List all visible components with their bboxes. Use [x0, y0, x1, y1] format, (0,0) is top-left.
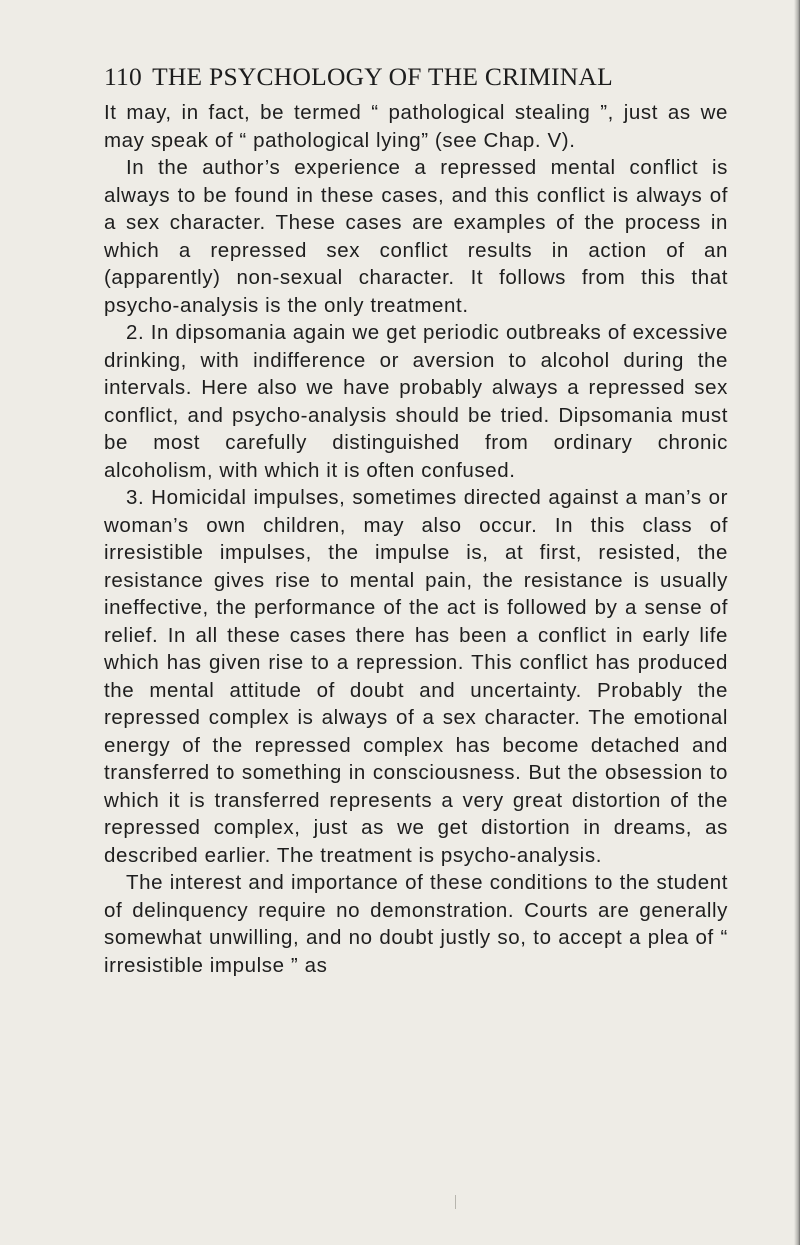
running-title: THE PSYCHOLOGY OF THE CRIMINAL — [152, 62, 613, 91]
paragraph: 3. Homicidal impulses, sometimes directed against a man’s or woman’s own children, may also occur. In this class of irresistible impulses, the impulse is, at first, resisted, the resistance gives rise to mental pain, the resistance is usually ineffective, the performance of the act is followed by a sense of relief. In all these cases there has been a conflict in early life which has given rise to a repression. This conflict has produced the mental attitude of doubt and uncertainty. Probably the repressed complex is always of a sex character. The emotional energy of the repressed complex has become detached and transferred to something in consciousness. But the obsession to which it is transferred represents a very great distortion of the repressed complex, just as we get distortion in dreams, as described earlier. The treatment is psycho-analysis. — [104, 486, 728, 867]
paragraph: The interest and importance of these conditions to the student of delinquency require no demonstration. Courts are generally somewhat unwilling, and no doubt justly so, to accept a plea of “ irresistible impulse ” as — [104, 871, 728, 977]
body-text — [104, 99, 728, 979]
paragraph: In the author’s experience a repressed mental conflict is always to be found in these cases, and this conflict is always of a sex character. These cases are examples of the process in which a repressed sex conflict results in action of an (apparently) non-sexual character. It follows from this that psycho-analysis is the only treatment. — [104, 156, 728, 317]
paragraph: It may, in fact, be termed “ pathological stealing ”, just as we may speak of “ pathological lying” (see Chap. V). — [104, 101, 728, 152]
paragraph: 2. In dipsomania again we get periodic outbreaks of excessive drinking, with indifference or aversion to alcohol during the intervals. Here also we have probably always a repressed sex conflict, and psycho-analysis should be tried. Dipsomania must be most carefully distinguished from ordinary chronic alcoholism, with which it is often confused. — [104, 321, 728, 482]
page-edge-shadow — [794, 0, 800, 1245]
scan-mark — [455, 1195, 456, 1209]
running-header — [104, 62, 734, 92]
page-number: 110 — [104, 62, 143, 91]
